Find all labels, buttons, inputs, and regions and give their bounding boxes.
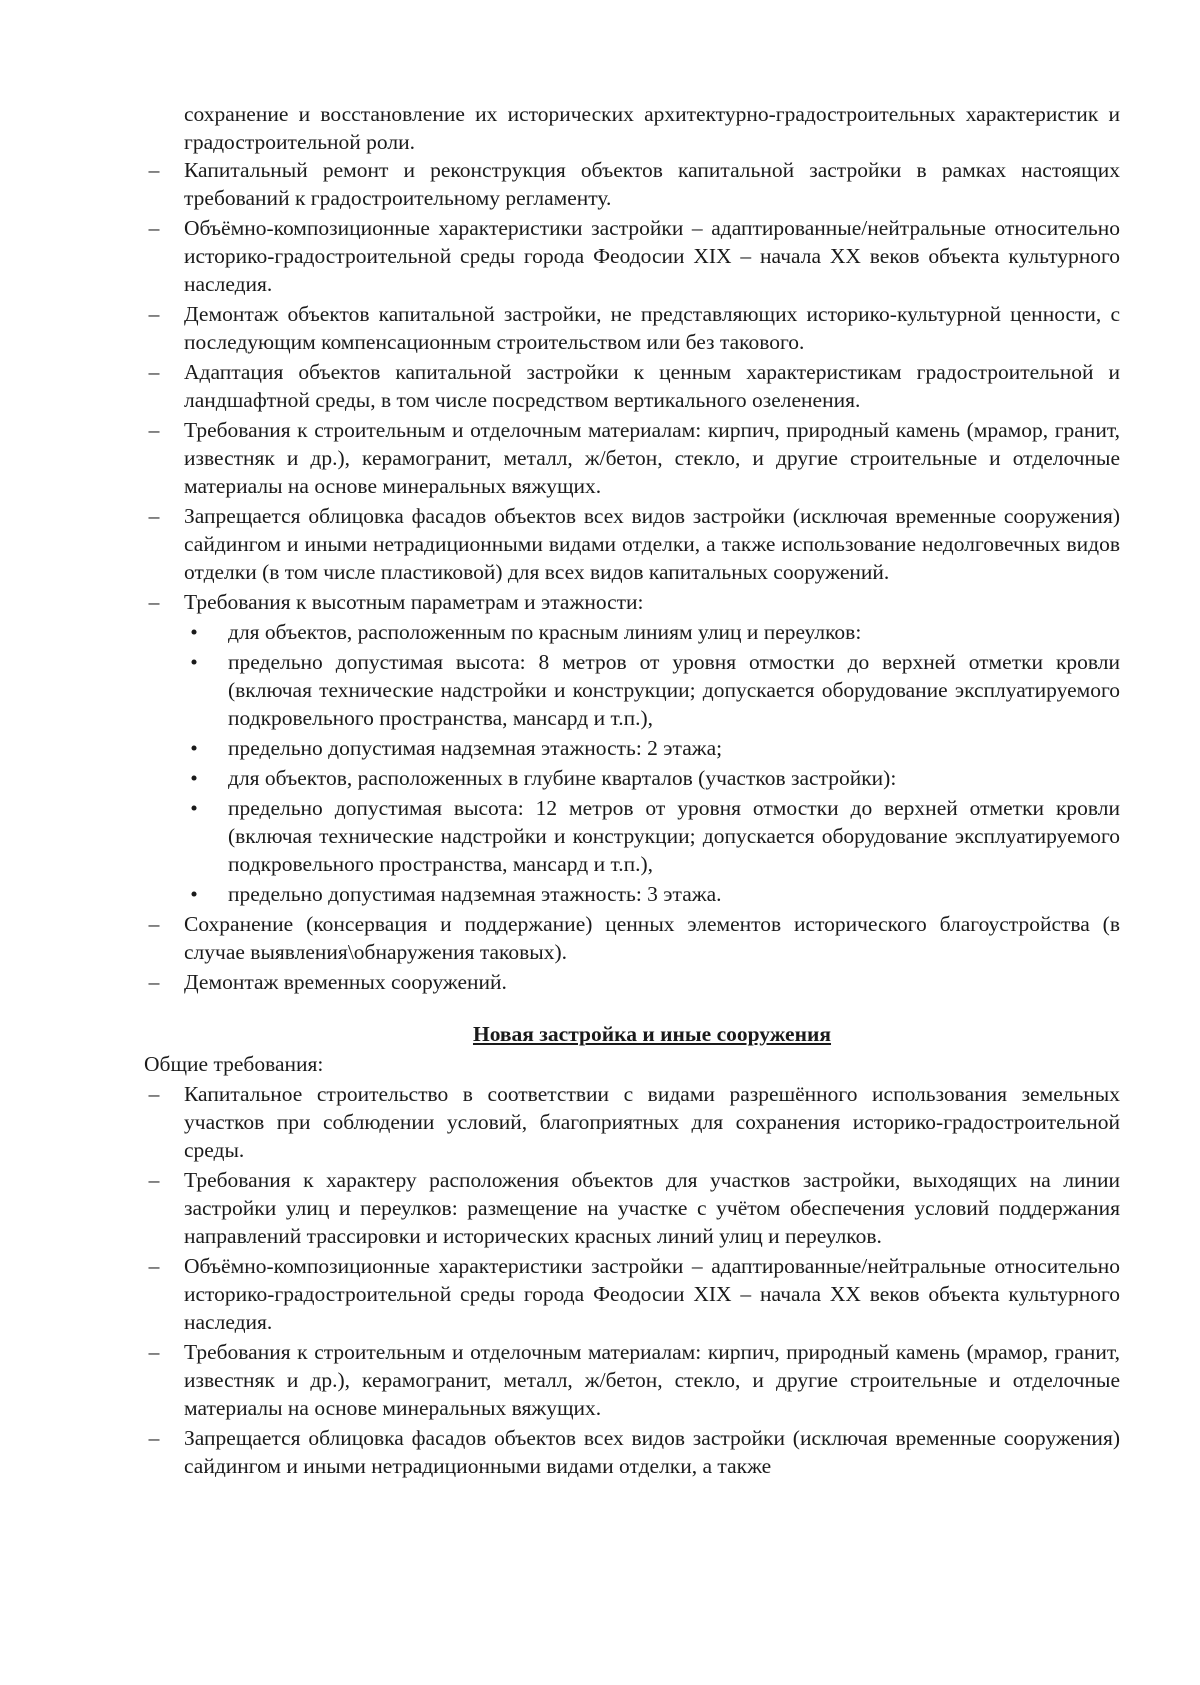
list-item <box>144 1080 1120 1164</box>
list-item-text: Сохранение (консервация и поддержание) ценных элементов исторического благоустройства (в случае выявления\обнаружения таковых). <box>184 912 1120 964</box>
list-item <box>144 300 1120 356</box>
dash-marker: – <box>148 970 160 994</box>
list-item <box>144 1424 1120 1480</box>
bullet-item-text: для объектов, расположенных в глубине кварталов (участков застройки): <box>228 766 897 790</box>
dash-marker: – <box>148 302 160 326</box>
bullet-marker: • <box>190 620 198 644</box>
section-heading: Новая застройка и иные сооружения <box>472 1022 832 1046</box>
list-item-text: Запрещается облицовка фасадов объектов всех видов застройки (исключая временные сооружения) сайдингом и иными нетрадиционными видами отделки, а также использование недолговечных видов отделки (в том числе пластиковой) для всех видов капитальных сооружений. <box>184 504 1120 584</box>
list-item-text: Демонтаж объектов капитальной застройки, не представляющих историко-культурной ценности, с последующим компенсационным строительством или без такового. <box>184 302 1120 354</box>
list-item-text: Адаптация объектов капитальной застройки к ценным характеристикам градостроительной и ландшафтной среды, в том числе посредством вертикального озеленения. <box>184 360 1120 412</box>
list-item-text: Требования к высотным параметрам и этажности: <box>184 590 644 614</box>
section-subtitle: Общие требования: <box>144 1052 324 1076</box>
list-item-text: Объёмно-композиционные характеристики застройки – адаптированные/нейтральные относительно историко-градостроительной среды города Феодосии XIX – начала XX веков объекта культурного наследия. <box>184 1254 1120 1334</box>
list-item <box>144 502 1120 586</box>
dash-marker: – <box>148 1340 160 1364</box>
list-item-text: Демонтаж временных сооружений. <box>184 970 507 994</box>
list-item-text: Требования к строительным и отделочным материалам: кирпич, природный камень (мрамор, гранит, известняк и др.), керамогранит, металл, ж/бетон, стекло, и другие строительные и отделочные материалы на основе минеральных вяжущих. <box>184 418 1120 498</box>
bullet-marker: • <box>190 736 198 760</box>
dash-marker: – <box>148 1426 160 1450</box>
list-item <box>144 1338 1120 1422</box>
bullet-marker: • <box>190 882 198 906</box>
bullet-item <box>144 764 1120 792</box>
dash-marker: – <box>148 418 160 442</box>
bullet-marker: • <box>190 650 198 674</box>
section1-list <box>144 156 1120 616</box>
dash-marker: – <box>148 1168 160 1192</box>
list-item-text: Запрещается облицовка фасадов объектов всех видов застройки (исключая временные сооружения) сайдингом и иными нетрадиционными видами отделки, а также <box>184 1426 1120 1478</box>
list-item-text: Объёмно-композиционные характеристики застройки – адаптированные/нейтральные относительно историко-градостроительной среды города Феодосии XIX – начала XX веков объекта культурного наследия. <box>184 216 1120 296</box>
bullet-item-text: предельно допустимая надземная этажность: 2 этажа; <box>228 736 723 760</box>
bullet-marker: • <box>190 766 198 790</box>
bullet-item-text: предельно допустимая высота: 8 метров от уровня отмостки до верхней отметки кровли (включая технические надстройки и конструкции; допускается оборудование эксплуатируемого подкровельного пространства, мансард и т.п.), <box>228 650 1120 730</box>
bullet-item <box>144 734 1120 762</box>
list-item-text: Капитальное строительство в соответствии с видами разрешённого использования земельных участков при соблюдении условий, благоприятных для сохранения историко-градостроительной среды. <box>184 1082 1120 1162</box>
list-item <box>144 214 1120 298</box>
dash-marker: – <box>148 216 160 240</box>
bullet-item <box>144 880 1120 908</box>
dash-marker: – <box>148 1254 160 1278</box>
intro-continuation: сохранение и восстановление их исторических архитектурно-градостроительных характеристик и градостроительной роли. <box>184 102 1120 154</box>
dash-marker: – <box>148 504 160 528</box>
bullet-item-text: предельно допустимая надземная этажность: 3 этажа. <box>228 882 722 906</box>
bullet-marker: • <box>190 796 198 820</box>
list-item <box>144 910 1120 966</box>
list-item <box>144 156 1120 212</box>
bullet-item-text: предельно допустимая высота: 12 метров от уровня отмостки до верхней отметки кровли (включая технические надстройки и конструкции; допускается оборудование эксплуатируемого подкровельного пространства, мансард и т.п.), <box>228 796 1120 876</box>
bullet-item <box>144 618 1120 646</box>
bullet-item <box>144 648 1120 732</box>
list-item-text: Требования к строительным и отделочным материалам: кирпич, природный камень (мрамор, гранит, известняк и др.), керамогранит, металл, ж/бетон, стекло, и другие строительные и отделочные материалы на основе минеральных вяжущих. <box>184 1340 1120 1420</box>
section1-tail-list <box>144 910 1120 996</box>
list-item <box>144 416 1120 500</box>
list-item <box>144 588 1120 616</box>
list-item <box>144 1166 1120 1250</box>
dash-marker: – <box>148 912 160 936</box>
dash-marker: – <box>148 590 160 614</box>
dash-marker: – <box>148 360 160 384</box>
section2-list <box>144 1080 1120 1480</box>
dash-marker: – <box>148 1082 160 1106</box>
bullet-item-text: для объектов, расположенным по красным линиям улиц и переулков: <box>228 620 862 644</box>
list-item-text: Капитальный ремонт и реконструкция объектов капитальной застройки в рамках настоящих требований к градостроительному регламенту. <box>184 158 1120 210</box>
bullet-item <box>144 794 1120 878</box>
height-requirements-list <box>144 618 1120 908</box>
list-item <box>144 968 1120 996</box>
list-item <box>144 1252 1120 1336</box>
dash-marker: – <box>148 158 160 182</box>
list-item <box>144 358 1120 414</box>
list-item-text: Требования к характеру расположения объектов для участков застройки, выходящих на линии застройки улиц и переулков: размещение на участке с учётом обеспечения условий поддержания направлений трассировки и исторических красных линий улиц и переулков. <box>184 1168 1120 1248</box>
